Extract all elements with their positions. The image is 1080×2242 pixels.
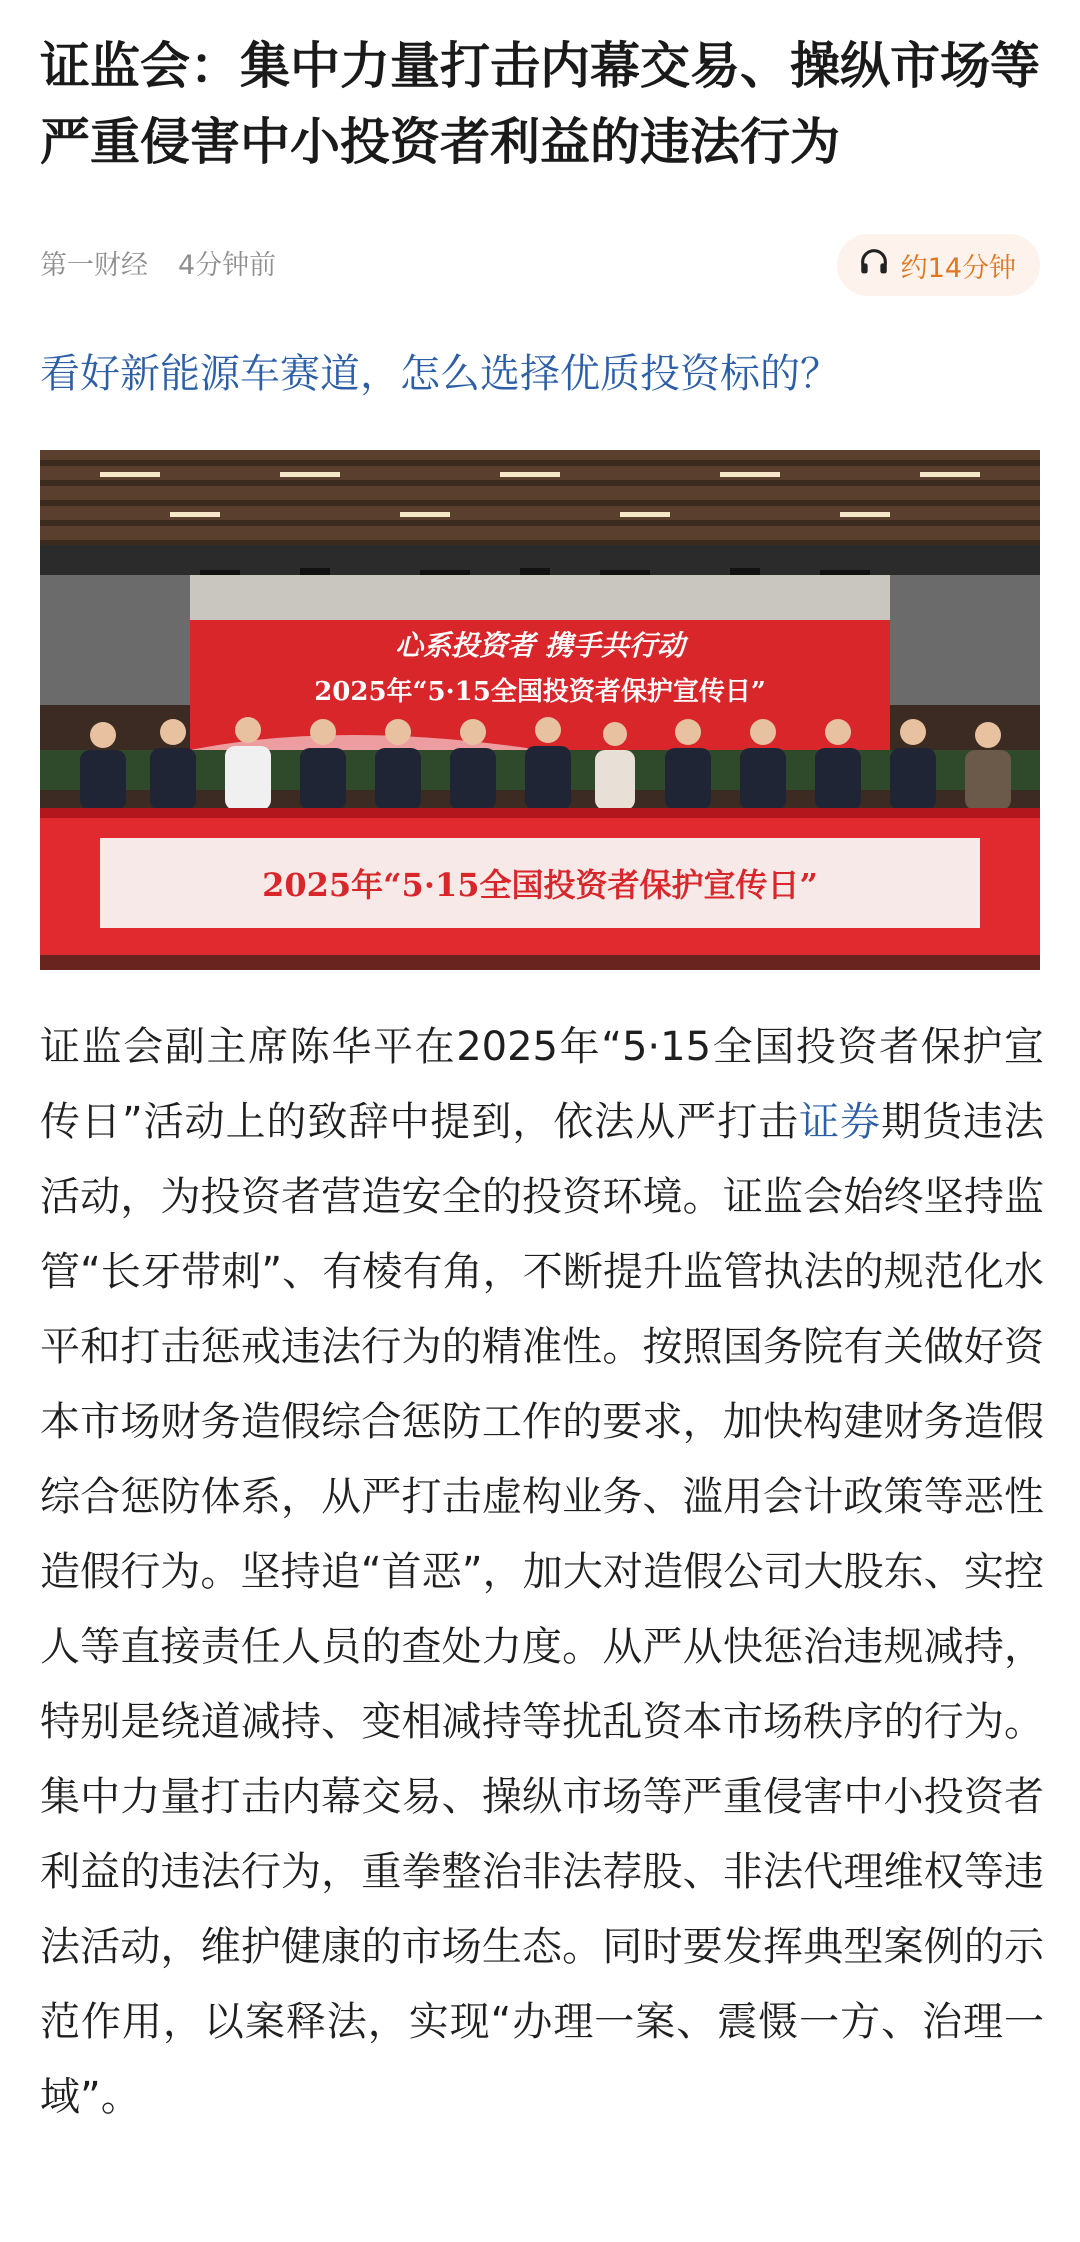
listen-duration: 约14分钟 [900, 252, 1016, 284]
article-meta [40, 240, 276, 284]
source-name[interactable]: 第一财经 [40, 249, 148, 281]
publish-time: 4分钟前 [178, 249, 277, 281]
article-title: 证监会：集中力量打击内幕交易、操纵市场等严重侵害中小投资者利益的违法行为 [40, 37, 1040, 171]
table-banner-title: 2025年“5·15全国投资者保护宣传日” [262, 866, 818, 904]
promo-link[interactable]: 看好新能源车赛道，怎么选择优质投资标的？ [40, 351, 840, 397]
banner-slogan: 心系投资者 携手共行动 [395, 629, 685, 662]
article-photo[interactable] [40, 450, 1040, 970]
body-text-1: 证监会副主席陈华平在2025年“5·15全国投资者保护宣传日”活动上的致辞中提到，依法从严打击 [40, 1024, 1044, 1145]
article-body [40, 1010, 1044, 2135]
banner-title: 2025年“5·15全国投资者保护宣传日” [314, 677, 766, 707]
headphones-icon [857, 245, 891, 286]
body-text-2: 期货违法活动，为投资者营造安全的投资环境。证监会始终坚持监管“长牙带刺”、有棱有角，不断提升监管执法的规范化水平和打击惩戒违法行为的精准性。按照国务院有关做好资本市场财务造假综合惩防工作的要求，加快构建财务造假综合惩防体系，从严打击虚构业务、滥用会计政策等恶性造假行为。坚持追“首恶”，加大对造假公司大股东、实控人等直接责任人员的查处力度。从严从快惩治违规减持，特别是绕道减持、变相减持等扰乱资本市场秩序的行为。集中力量打击内幕交易、操纵市场等严重侵害中小投资者利益的违法行为，重拳整治非法荐股、非法代理维权等违法活动，维护健康的市场生态。同时要发挥典型案例的示范作用，以案释法，实现“办理一案、震慑一方、治理一域”。 [40, 1099, 1045, 2120]
stock-keyword-link[interactable]: 证券 [799, 1099, 882, 1145]
listen-button[interactable] [837, 234, 1040, 296]
